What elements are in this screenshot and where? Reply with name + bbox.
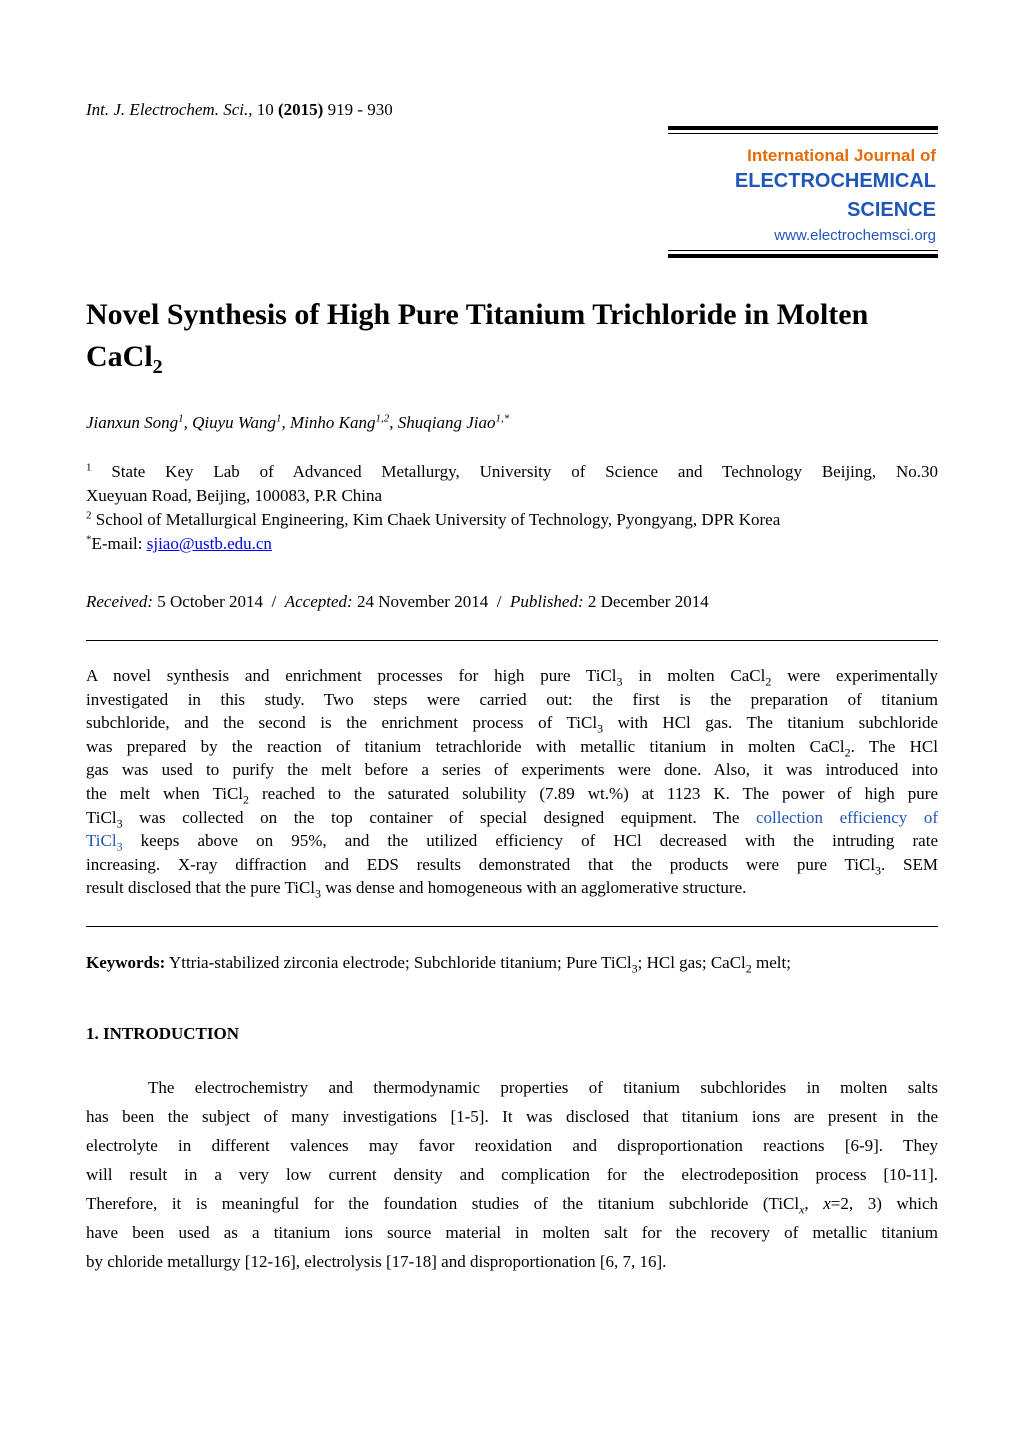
citation-journal: Int. J. Electrochem. Sci., [86, 100, 253, 119]
citation-pages: 919 - 930 [327, 100, 393, 119]
received-label: Received: [86, 592, 153, 611]
abstract-line: result disclosed that the pure TiCl$_3$ was dense and homogeneous with an agglomerative structure. [86, 878, 747, 901]
journal-citation [86, 100, 393, 120]
accepted-date: 24 November 2014 [356, 592, 489, 611]
introduction-paragraph [86, 1073, 938, 1276]
affiliation-1-text: State Key Lab of Advanced Metallurgy, University of Science and Technology Beijing, No.30 [111, 462, 939, 481]
abstract-line: subchloride, and the second is the enrichment process of TiCl$_3$ with HCl gas. The titanium subchloride [86, 713, 938, 736]
publication-dates [86, 592, 709, 612]
received-date: 5 October 2014 [157, 592, 264, 611]
keywords-text: ; HCl gas; CaCl [637, 953, 746, 972]
author-separator: , [389, 413, 398, 432]
affiliation-1-line2: Xueyuan Road, Beijing, 100083, P.R China [86, 486, 383, 505]
affiliation-1-line1 [86, 460, 938, 484]
email-link[interactable]: sjiao@ustb.edu.cn [146, 534, 272, 553]
keywords-sub: 3 [631, 961, 638, 976]
body-line: Therefore, it is meaningful for the foundation studies of the titanium subchloride (TiCl$_x$, x=2, 3) which [86, 1194, 939, 1217]
keywords-label: Keywords: [86, 953, 166, 972]
accepted-label: Accepted: [284, 592, 353, 611]
citation-year: (2015) [277, 100, 324, 119]
masthead-line3: SCIENCE [847, 199, 936, 221]
author-affil-sup: 1,2 [375, 412, 390, 425]
email-sup: * [86, 533, 92, 546]
divider-below-abstract [86, 926, 938, 927]
author-separator: , [281, 413, 290, 432]
citation-volume: 10 [256, 100, 274, 119]
author-name: Qiuyu Wang [192, 413, 276, 432]
masthead-url[interactable]: www.electrochemsci.org [774, 227, 936, 244]
body-line: electrolyte in different valences may favor reoxidation and disproportionation reactions [6-9]. They [86, 1136, 938, 1155]
date-separator: / [496, 592, 502, 611]
section-heading: 1. INTRODUCTION [86, 1024, 240, 1043]
title-line1: Novel Synthesis of High Pure Titanium Trichloride in Molten [86, 298, 869, 331]
author-affil-sup: 1,* [495, 412, 510, 425]
author-name: Shuqiang Jiao [397, 413, 496, 432]
affiliations [86, 460, 938, 556]
body-line: has been the subject of many investigations [1-5]. It was disclosed that titanium ions are present in the [86, 1107, 938, 1126]
masthead-bottom-rule-thin [668, 250, 938, 251]
abstract-line: gas was used to purify the melt before a series of experiments were done. Also, it was introduced into [86, 760, 938, 780]
title-subscript: 2 [152, 356, 163, 378]
affiliation-1-sup: 1 [86, 461, 92, 474]
affiliation-2-text: School of Metallurgical Engineering, Kim Chaek University of Technology, Pyongyang, DPR Korea [95, 510, 781, 529]
divider-above-abstract [86, 640, 938, 641]
abstract-line: increasing. X-ray diffraction and EDS results demonstrated that the products were pure TiCl$_3$. SEM [86, 854, 938, 878]
body-line: will result in a very low current density and complication for the electrodeposition process [10-11]. [86, 1165, 938, 1184]
author-list [86, 413, 509, 433]
published-date: 2 December 2014 [587, 592, 709, 611]
abstract-line: investigated in this study. Two steps were carried out: the first is the preparation of titanium [86, 689, 938, 709]
masthead-top-rule-thin [668, 133, 938, 134]
title-line2 [86, 336, 946, 378]
author-affil-sup: 1 [178, 412, 184, 425]
abstract-line: was prepared by the reaction of titanium tetrachloride with metallic titanium in molten CaCl$_2$. The HCl [86, 736, 938, 760]
author-name: Minho Kang [289, 413, 376, 432]
masthead-bottom-rule-thick [668, 254, 938, 258]
published-label: Published: [509, 592, 584, 611]
journal-masthead [668, 124, 938, 260]
abstract-line: the melt when TiCl$_2$ reached to the saturated solubility (7.89 wt.%) at 1123 K. The power of high pure [86, 783, 938, 807]
masthead-line2: ELECTROCHEMICAL [734, 170, 936, 192]
body-line: The electrochemistry and thermodynamic properties of titanium subchlorides in molten salts [148, 1078, 938, 1097]
abstract-line: TiCl$_3$ keeps above on 95%, and the utilized efficiency of HCl decreased with the intruding rate [86, 831, 938, 854]
corresponding-email [86, 532, 938, 556]
affiliation-2 [86, 508, 938, 532]
author-separator: , [183, 413, 193, 432]
keywords-sub: 2 [745, 961, 752, 976]
body-line: have been used as a titanium ions source material in molten salt for the recovery of metallic titanium [86, 1223, 938, 1242]
masthead-line1: International Journal of [747, 146, 936, 165]
date-separator: / [271, 592, 277, 611]
abstract [86, 664, 938, 900]
abstract-line: A novel synthesis and enrichment processes for high pure TiCl$_3$ in molten CaCl$_2$ were experimentally [86, 666, 939, 689]
author-name: Jianxun Song [86, 413, 179, 432]
keywords-text: Yttria-stabilized zirconia electrode; Subchloride titanium; Pure TiCl [165, 953, 632, 972]
author-affil-sup: 1 [275, 412, 282, 425]
body-line: by chloride metallurgy [12-16], electrolysis [17-18] and disproportionation [6, 7, 16]. [86, 1252, 667, 1271]
email-label: E-mail: [91, 534, 147, 553]
abstract-line: TiCl$_3$ was collected on the top container of special designed equipment. The collection efficiency of [86, 807, 938, 830]
keywords [86, 953, 791, 976]
affiliation-2-sup: 2 [86, 509, 92, 522]
title-line2-text: CaCl [86, 340, 153, 373]
masthead-top-rule-thick [668, 126, 938, 130]
paper-title [86, 294, 946, 378]
keywords-text: melt; [751, 953, 791, 972]
